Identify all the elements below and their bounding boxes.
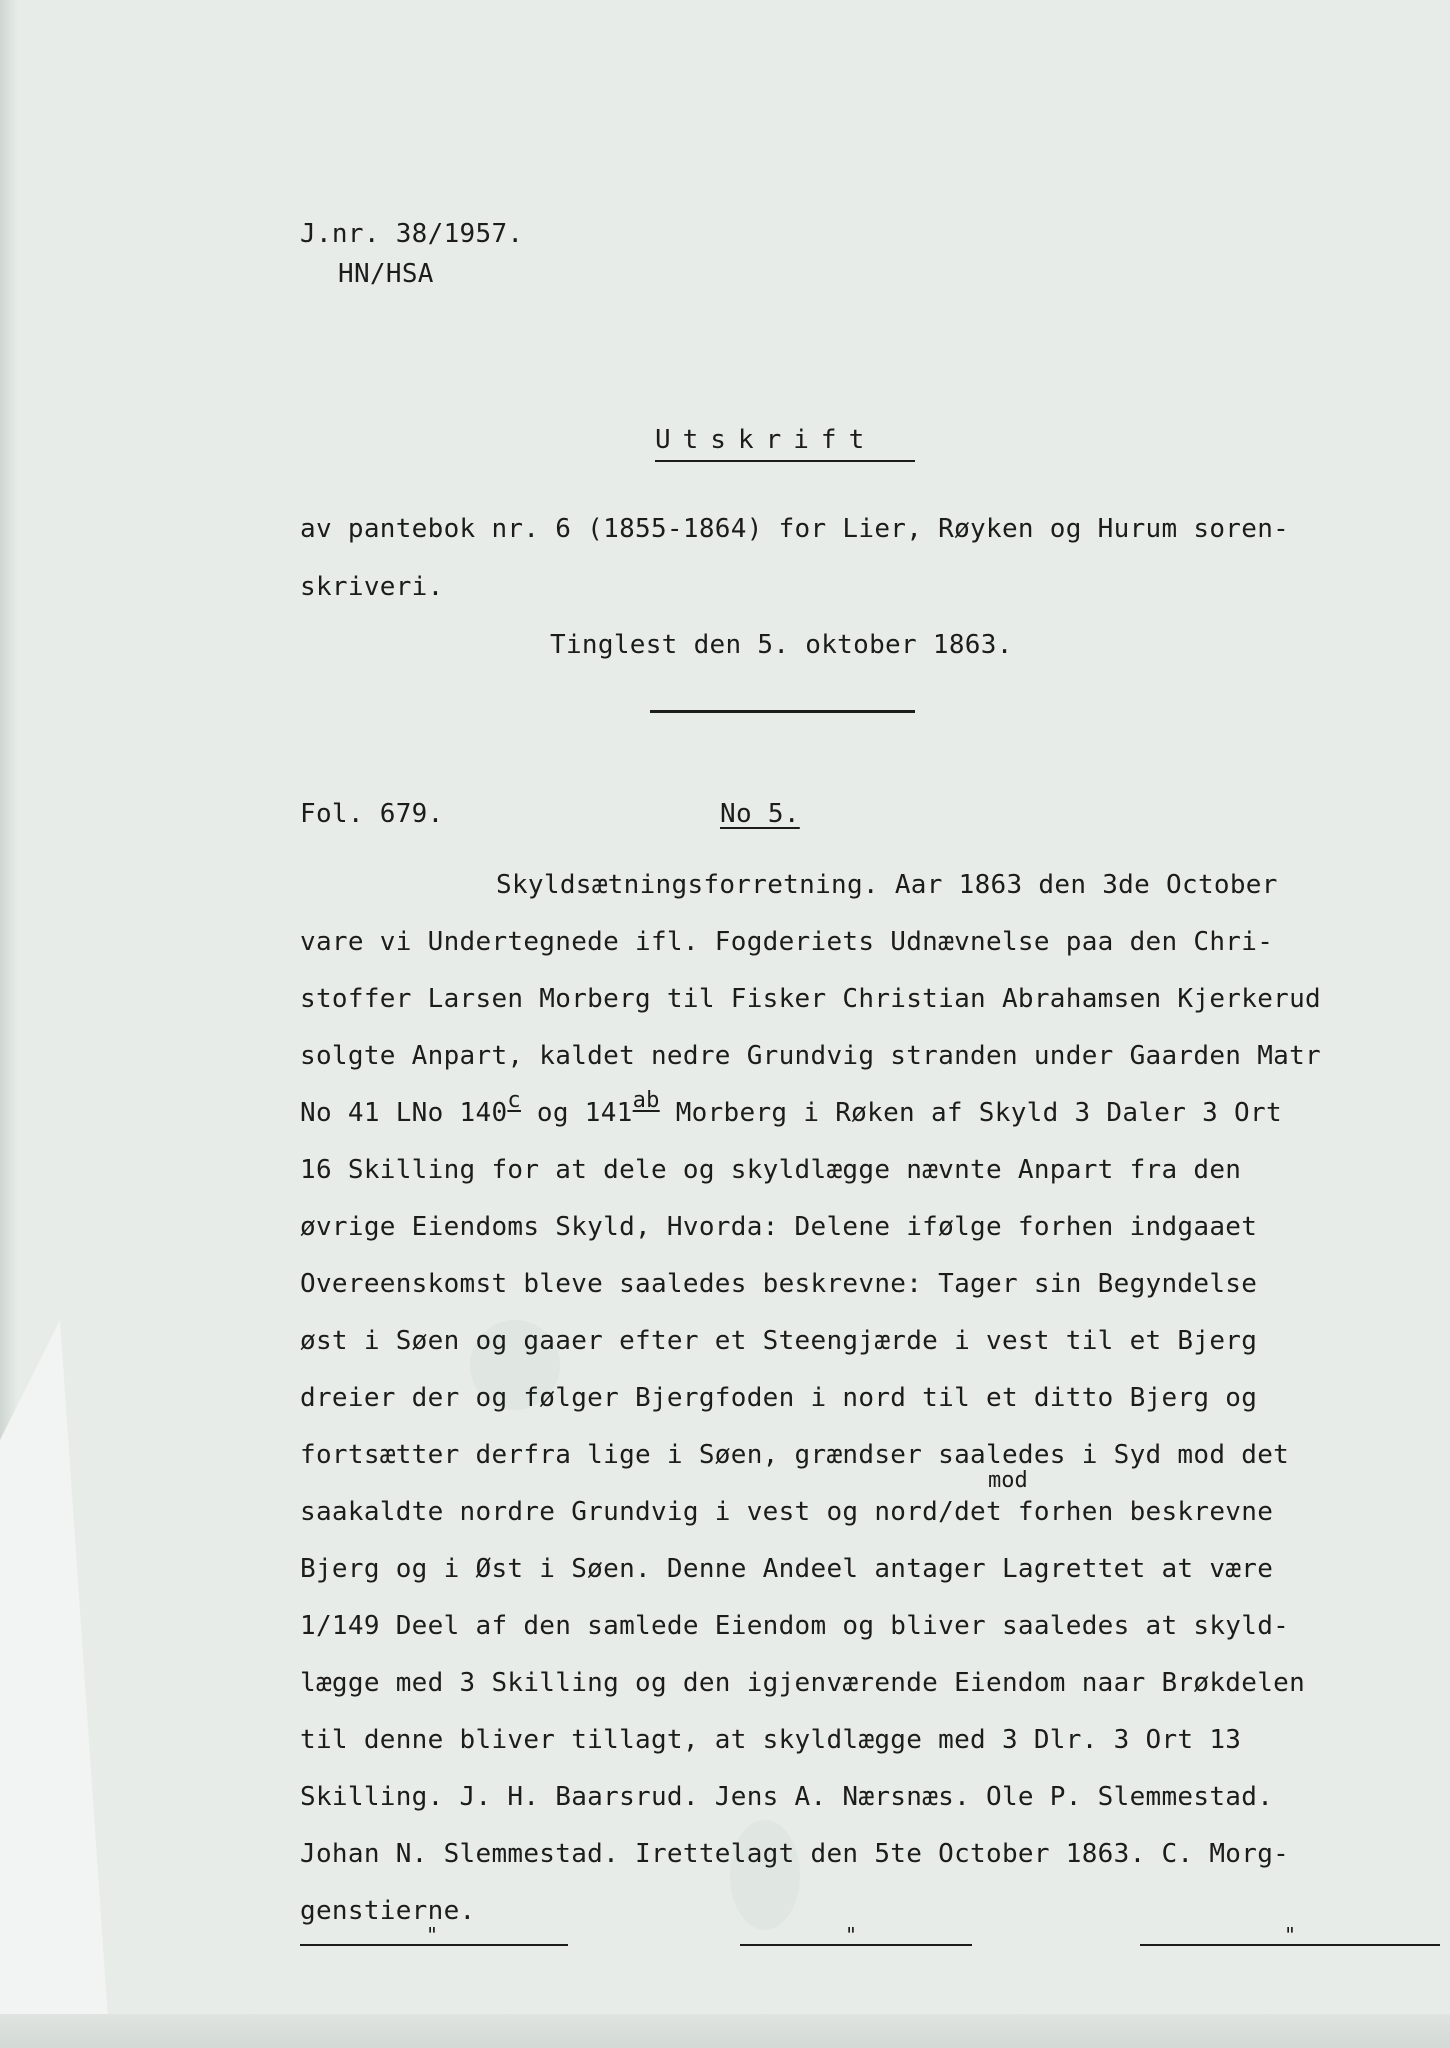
body-text: og 141 (520, 1098, 633, 1128)
body-line: saakaldte nordre Grundvig i vest og nord/det forhen beskrevne (300, 1497, 1274, 1527)
body-line: dreier der og følger Bjergfoden i nord til et ditto Bjerg og (300, 1383, 1258, 1413)
body-line: 1/149 Deel af den samlede Eiendom og bliver saaledes at skyld- (300, 1611, 1290, 1641)
body-text: No 41 LNo 140 (300, 1098, 508, 1128)
body-line (300, 1088, 1282, 1131)
body-line: genstierne. (300, 1896, 476, 1926)
body-line: Bjerg og i Øst i Søen. Denne Andeel antager Lagrettet at være (300, 1554, 1274, 1584)
body-line: Overeenskomst bleve saaledes beskrevne: Tager sin Begyndelse (300, 1269, 1258, 1299)
body-line: øst i Søen og gaaer efter et Steengjærde i vest til et Bjerg (300, 1326, 1258, 1356)
superscript: ab (632, 1088, 660, 1113)
subtitle-line-1: av pantebok nr. 6 (1855-1864) for Lier, Røyken og Hurum soren- (300, 514, 1290, 544)
page-bottom-edge (0, 2014, 1450, 2048)
registration-date: Tinglest den 5. oktober 1863. (550, 630, 1013, 660)
subtitle-line-2: skriveri. (300, 572, 444, 602)
body-line: 16 Skilling for at dele og skyldlægge nævnte Anpart fra den (300, 1155, 1242, 1185)
body-line: til denne bliver tillagt, at skyldlægge med 3 Dlr. 3 Ort 13 (300, 1725, 1242, 1755)
body-line: fortsætter derfra lige i Søen, grændser saaledes i Syd mod det (300, 1440, 1290, 1470)
journal-number: J.nr. 38/1957. (300, 219, 524, 249)
title-underline (655, 460, 915, 462)
body-text: Morberg i Røken af Skyld 3 Daler 3 Ort (659, 1098, 1282, 1128)
body-line: Johan N. Slemmestad. Irettelagt den 5te October 1863. C. Morg- (300, 1839, 1290, 1869)
body-line: Skilling. J. H. Baarsrud. Jens A. Nærsnæs. Ole P. Slemmestad. (300, 1782, 1274, 1812)
body-line: Skyldsætningsforretning. Aar 1863 den 3de October (496, 870, 1278, 900)
document-title: Utskrift (655, 425, 877, 455)
superscript: c (507, 1088, 521, 1113)
body-line: stoffer Larsen Morberg til Fisker Christian Abrahamsen Kjerkerud (300, 984, 1322, 1014)
separator-rule (650, 710, 915, 713)
initials: HN/HSA (338, 259, 434, 289)
body-line: vare vi Undertegnede ifl. Fogderiets Udnævnelse paa den Chri- (300, 927, 1274, 957)
ditto-mark: " (845, 1923, 858, 1947)
body-line: solgte Anpart, kaldet nedre Grundvig stranden under Gaarden Matr (300, 1041, 1322, 1071)
handwritten-insertion: mod (988, 1468, 1028, 1493)
body-line: øvrige Eiendoms Skyld, Hvorda: Delene ifølge forhen indgaaet (300, 1212, 1258, 1242)
ditto-mark: " (1284, 1923, 1297, 1947)
body-line: lægge med 3 Skilling og den igjenværende Eiendom naar Brøkdelen (300, 1668, 1306, 1698)
folio-number: Fol. 679. (300, 799, 444, 829)
ditto-mark: " (426, 1923, 439, 1947)
entry-number: No 5. (720, 799, 800, 829)
paper-smudge (730, 1820, 800, 1930)
